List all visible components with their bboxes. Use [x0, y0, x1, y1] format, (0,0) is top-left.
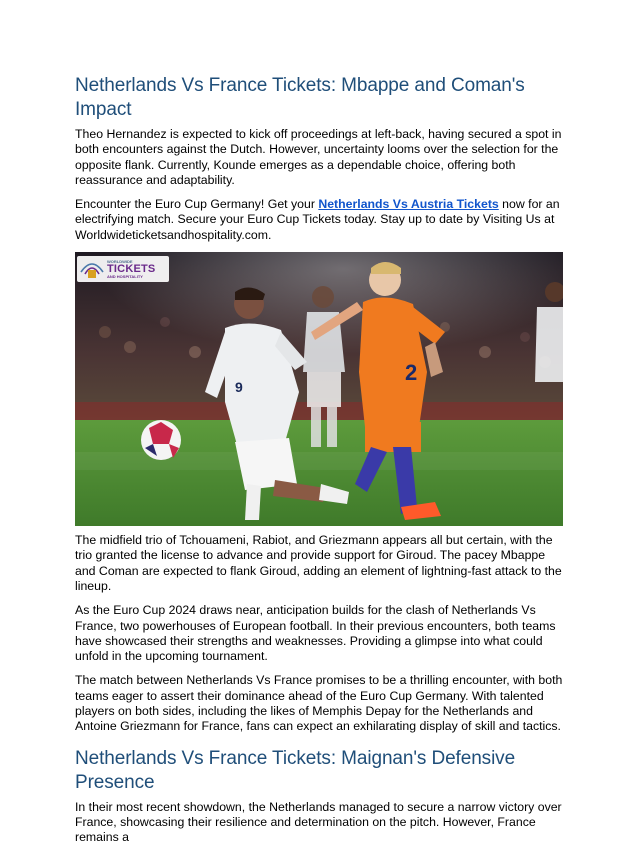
article-content: [75, 74, 565, 855]
section-heading-maignan: Netherlands Vs France Tickets: Maignan's Defensive Presence: [75, 747, 516, 793]
netherlands-vs-austria-tickets-link[interactable]: Netherlands Vs Austria Tickets: [318, 197, 499, 212]
logo-tickets-text: TICKETS: [107, 262, 156, 275]
paragraph-hernandez: Theo Hernandez is expected to kick off proceedings at left-back, having secured a spot in both encounters against the Dutch. However, uncertainty looms over the selection for the opposite flank. Currently, Kounde emerges as a dependable choice, offering both reassurance and adaptability.: [75, 127, 562, 187]
paragraph-midfield-trio: The midfield trio of Tchouameni, Rabiot, and Griezmann appears all but certain, with the trio granted the license to advance and provide support for Giroud. The pacey Mbappe and Coman are expected to flank Giroud, adding an element of lightning-fast attack to the lineup.: [75, 533, 562, 593]
paragraph-encounter-text-start: Encounter the Euro Cup Germany! Get your: [75, 197, 319, 212]
svg-text:2: 2: [405, 360, 418, 386]
globe-ticket-icon: [79, 258, 105, 280]
logo-worldwide-text: WORLDWIDE: [107, 258, 133, 264]
paragraph-recent-showdown: In their most recent showdown, the Netherlands managed to secure a narrow victory over France, showcasing their resilience and determination on the pitch. However, France remains a: [75, 799, 562, 845]
paragraph-encounter: [75, 197, 565, 243]
worldwide-tickets-logo: [77, 256, 169, 282]
logo-text: [107, 260, 155, 279]
match-photo-illustration: [75, 252, 563, 526]
section-heading-mbappe-coman: Netherlands Vs France Tickets: Mbappe and Coman's Impact: [75, 75, 525, 120]
paragraph-encounter-text-end: now for an electrifying match. Secure your Euro Cup Tickets today. Stay up to date by Visiting Us at Worldwideticketsandhospitality.com.: [75, 197, 560, 242]
paragraph-euro-cup-anticipation: As the Euro Cup 2024 draws near, anticipation builds for the clash of Netherlands Vs France, two powerhouses of European football. In their previous encounters, both teams have showcased their strengths and weaknesses. Providing a glimpse into what could unfold in the upcoming tournament.: [75, 603, 556, 664]
football: [141, 420, 181, 460]
paragraph-thrilling-encounter: The match between Netherlands Vs France promises to be a thrilling encounter, with both teams eager to assert their dominance ahead of the Euro Cup Germany. With talented players on both sides, including the likes of Memphis Depay for the Netherlands and Antoine Griezmann for France, fans can expect an exhilarating display of skill and tactics.: [75, 673, 563, 734]
logo-hospitality-text: AND HOSPITALITY: [107, 273, 143, 279]
svg-text:9: 9: [235, 379, 243, 396]
match-photo: [75, 252, 563, 526]
